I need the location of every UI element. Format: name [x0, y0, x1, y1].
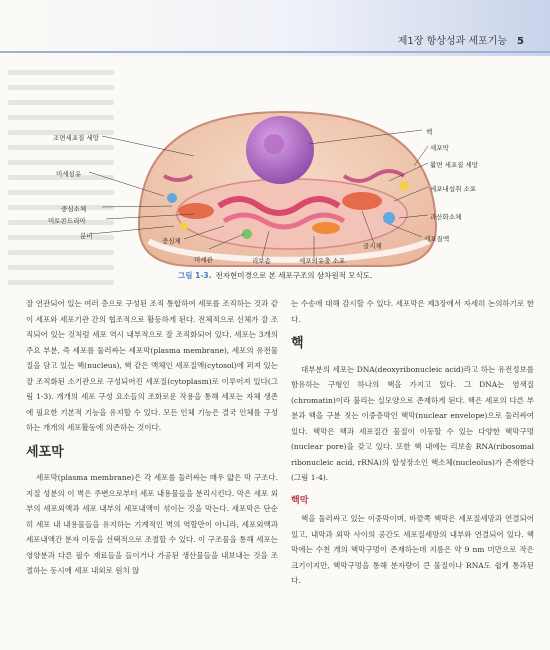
right-column — [291, 296, 534, 589]
paragraph-continued: 는 수송에 대해 감시할 수 있다. 세포막은 제3장에서 자세히 논의하기로 한다. — [291, 299, 534, 324]
label-microfilament: 미세섬유 — [56, 170, 82, 178]
chapter-title: 제1장 항상성과 세포기능 — [397, 36, 508, 47]
nucleolus — [264, 134, 284, 154]
running-head — [398, 32, 524, 47]
caption-number: 그림 1-3. — [178, 271, 212, 280]
label-plasma-membrane: 세포막 — [430, 144, 449, 152]
label-golgi: 골지체 — [363, 242, 382, 250]
mitochondrion — [178, 203, 214, 219]
cell-figure — [44, 106, 514, 276]
label-microtubule: 미세관 — [194, 256, 213, 264]
page-number: 5 — [517, 36, 524, 47]
label-cytosol: 세포질액 — [424, 235, 450, 243]
page-header — [0, 0, 550, 56]
label-ribosome: 리보솜 — [252, 257, 271, 265]
section-title-nucleus: 핵 — [291, 336, 304, 351]
label-exocytotic-vesicle: 세포외유출 소포 — [299, 257, 346, 265]
figure-caption — [178, 270, 372, 281]
label-endocytotic-vesicle: 세포내섭취 소포 — [430, 185, 477, 193]
subsection-title-nuclear-envelope: 핵막 — [291, 495, 309, 506]
label-rough-er: 조면세포질 세망 — [53, 134, 100, 142]
caption-text: 전자현미경으로 본 세포구조의 삼차원적 모식도. — [215, 271, 373, 280]
paragraph-intro: 잘 연관되어 있는 여러 층으로 구성된 조직 통합하여 세포를 조직하는 것과 같이 세포와 세포기관 간의 협조적으로 활동하게 된다. 전체적으로 신체가 잘 조직되어 있는 것처럼 세포 역시 내부적으로 잘 조직화되어 있다. 세포는 3개의 주요 부분, 즉 세포를 둘러싸는 세포막(plasma membrane), 세포의 유전물질을 담고 있는 핵(nucleus), 핵 같은 액체인 세포질액(cytosol)에 퍼져 있는 잘 조직화된 소기관으로 구성되어진 세포질(cytoplasm)로 이루어져 있다(그림 1-3). 개개의 세포 구성 요소들의 조화로운 작용을 통해 세포는 자체 생존에 필요한 기본적 기능을 유지할 수 있다. 모든 인체 기능은 결국 인체를 구성하는 개개의 세포활동에 의존하는 것이다. — [26, 299, 278, 432]
label-secretion: 분비 — [80, 232, 93, 240]
label-mitochondria: 미토콘드리아 — [48, 217, 86, 225]
paragraph-nucleus: 대부분의 세포는 DNA(deoxyribonucleic acid)라고 하는 유전정보를 함유하는 구형인 하나의 핵을 가지고 있다. 그 DNA는 염색질(chromatin)이라 불리는 실모양으로 존재하게 된다. 핵은 세포의 다른 부분과 핵을 구분 짓는 이중층막인 핵막(nuclear envelope)으로 둘러싸여 있다. 핵막은 핵과 세포질간 물질이 이동할 수 있는 다양한 핵막구멍(nuclear pore)을 갖고 있다. 또한 핵 내에는 리보솜 RNA(ribosomal ribonucleic acid, rRNA)의 합성장소인 핵소체(nucleolus)가 존재한다(그림 1-4). — [291, 364, 534, 482]
section-title-plasma-membrane: 세포막 — [26, 444, 64, 460]
label-centriole: 중심소체 — [61, 205, 87, 213]
left-column — [26, 296, 278, 579]
label-smooth-er: 활면 세포질 세망 — [430, 161, 479, 169]
paragraph-plasma-membrane: 세포막(plasma membrane)은 각 세포를 둘러싸는 매우 얇은 막 구조다. 지질 성분의 이 벽은 주변으로부터 세포 내용물들을 분리시킨다. 막은 세포 외부의 세포외액과 세포 내부의 세포내액이 섞이는 것을 막는다. 세포막은 단순히 세포 내 내용물들을 유지하는 기계적인 벽의 역할만이 아니라, 세포외액과 세포내액간 분자 이동을 선택적으로 조절할 수 있다. 이 구조물을 통해 세포는 영양분과 다른 필수 재료들을 들이거나 가공된 생산물들을 내보내는 것을 조절하는 동시에 세포 내외로 원치 않 — [26, 473, 278, 575]
label-peroxisome: 과산화소체 — [430, 213, 462, 221]
paragraph-nuclear-envelope: 핵을 둘러싸고 있는 이중막이며, 바깥쪽 핵막은 세포질세망과 연결되어 있고, 내막과 외막 사이의 공간도 세포질세망의 내부와 연결되어 있다. 핵막에는 수천 개의 핵막구멍이 존재하는데 지름은 약 9 nm 미만으로 작은 크기이지만, 핵막구멍을 통해 분자량이 큰 물질이나 RNA도 쉽게 통과된다. — [291, 514, 534, 585]
label-nucleus: 핵 — [426, 128, 433, 136]
label-centrosome: 중심체 — [162, 237, 181, 245]
header-band — [0, 0, 550, 56]
